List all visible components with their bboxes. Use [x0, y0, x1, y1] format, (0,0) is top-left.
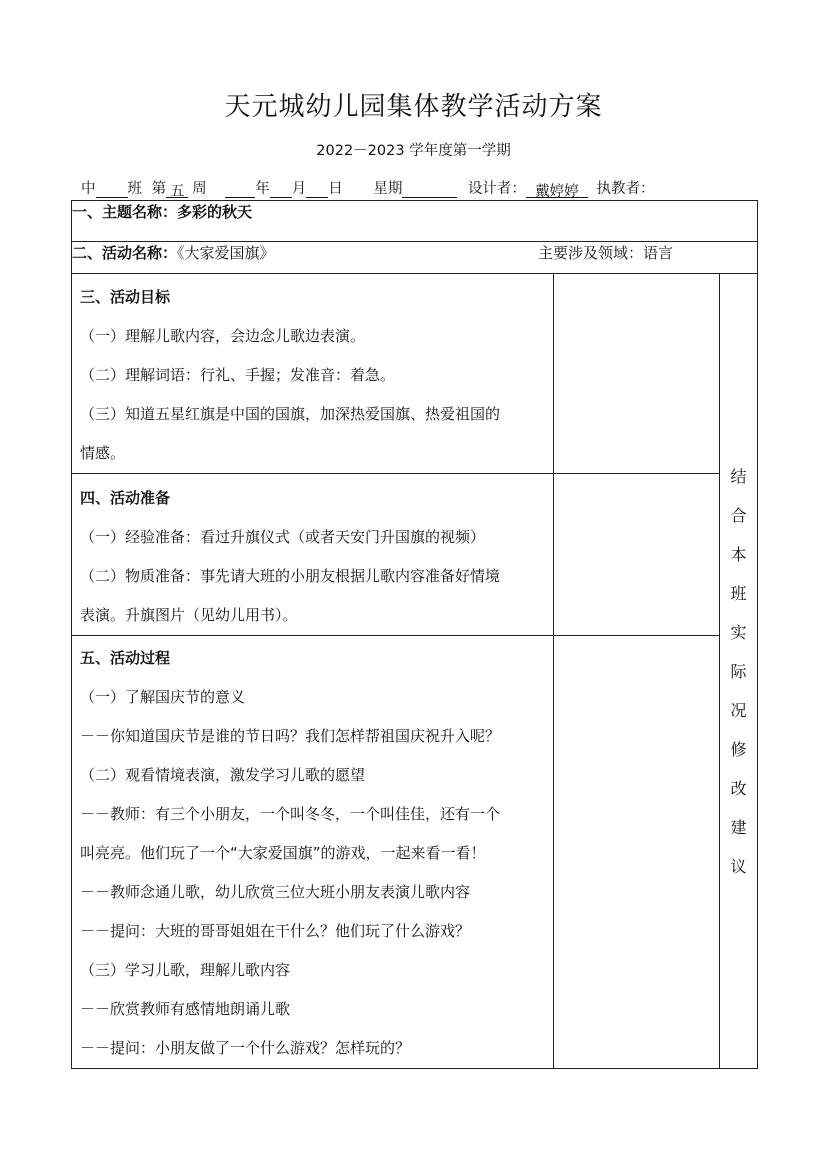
month-blank	[270, 180, 292, 198]
weekday-blank	[402, 180, 457, 198]
week-prefix: 第	[151, 181, 167, 197]
grade-prefix: 中	[81, 181, 96, 197]
goals-notes-cell	[554, 274, 720, 474]
process-line: －－提问：小朋友做了一个什么游戏？怎样玩的？	[80, 1039, 411, 1057]
year-blank	[225, 180, 255, 198]
process-line: －－你知道国庆节是谁的节日吗？我们怎样帮祖国庆祝升入呢？	[80, 727, 501, 745]
year-label: 年	[255, 181, 270, 197]
activity-row	[72, 242, 758, 274]
prep-line: 表演。升旗图片（见幼儿用书）。	[80, 606, 298, 624]
theme-row	[72, 201, 758, 242]
prep-line: （二）物质准备：事先请大班的小朋友根据儿歌内容准备好情境	[80, 567, 501, 585]
process-heading: 五、活动过程	[80, 649, 171, 667]
activity-value: 《大家爱国旗》	[177, 244, 275, 262]
theme-cell	[72, 201, 758, 242]
prep-row	[72, 474, 758, 636]
process-line: －－欣赏教师有感情地朗诵儿歌	[80, 1000, 291, 1018]
revision-notes-cell	[720, 274, 758, 1069]
plan-table	[71, 200, 758, 1069]
activity-label: 二、活动名称：	[72, 244, 178, 262]
page-title: 天元城幼儿园集体教学活动方案	[224, 92, 603, 122]
process-line: －－提问：大班的哥哥姐姐在干什么？他们玩了什么游戏？	[80, 922, 471, 940]
class-blank	[96, 180, 128, 198]
theme-value: 多彩的秋天	[177, 203, 253, 221]
goals-heading: 三、活动目标	[80, 288, 171, 306]
process-line: （一）了解国庆节的意义	[80, 688, 246, 706]
weekday-label: 星期	[373, 181, 403, 197]
theme-label: 一、主题名称：	[72, 203, 178, 221]
prep-cell	[72, 474, 554, 636]
activity-cell	[72, 242, 758, 274]
week-label: 周	[192, 181, 207, 197]
teacher-label: 执教者：	[596, 181, 655, 197]
prep-notes-cell	[554, 474, 720, 636]
revision-notes-label: 结 合 本 班 实 际 况 修 改 建 议	[730, 467, 747, 876]
process-line: －－教师：有三个小朋友，一个叫冬冬，一个叫佳佳，还有一个	[80, 805, 501, 823]
domain-label: 主要涉及领域：语言	[537, 244, 673, 262]
process-line: （二）观看情境表演，激发学习儿歌的愿望	[80, 766, 366, 784]
process-line: 叫亮亮。他们玩了一个“大家爱国旗”的游戏，一起来看一看！	[80, 844, 486, 862]
process-notes-cell	[554, 636, 720, 1069]
day-label: 日	[328, 181, 343, 197]
process-row	[72, 636, 758, 1069]
designer-label: 设计者：	[467, 181, 526, 197]
month-label: 月	[291, 181, 307, 197]
class-label: 班	[127, 181, 142, 197]
designer-value: 戴婷婷	[526, 180, 588, 198]
goals-line: 情感。	[80, 444, 126, 462]
day-blank	[306, 180, 328, 198]
goals-cell	[72, 274, 554, 474]
prep-heading: 四、活动准备	[80, 489, 171, 507]
prep-line: （一）经验准备：看过升旗仪式（或者天安门升国旗的视频）	[80, 528, 486, 546]
goals-row	[72, 274, 758, 474]
goals-line: （一）理解儿歌内容，会边念儿歌边表演。	[80, 327, 366, 345]
header-info-line	[81, 177, 655, 198]
goals-line: （二）理解词语：行礼、手握；发准音：着急。	[80, 366, 396, 384]
week-value: 五	[166, 180, 188, 198]
process-line: －－教师念通儿歌，幼儿欣赏三位大班小朋友表演儿歌内容	[80, 883, 471, 901]
goals-line: （三）知道五星红旗是中国的国旗，加深热爱国旗、热爱祖国的	[80, 405, 501, 423]
process-line: （三）学习儿歌，理解儿歌内容	[80, 961, 291, 979]
semester-subtitle: 2022－2023 学年度第一学期	[316, 143, 511, 159]
process-cell	[72, 636, 554, 1069]
